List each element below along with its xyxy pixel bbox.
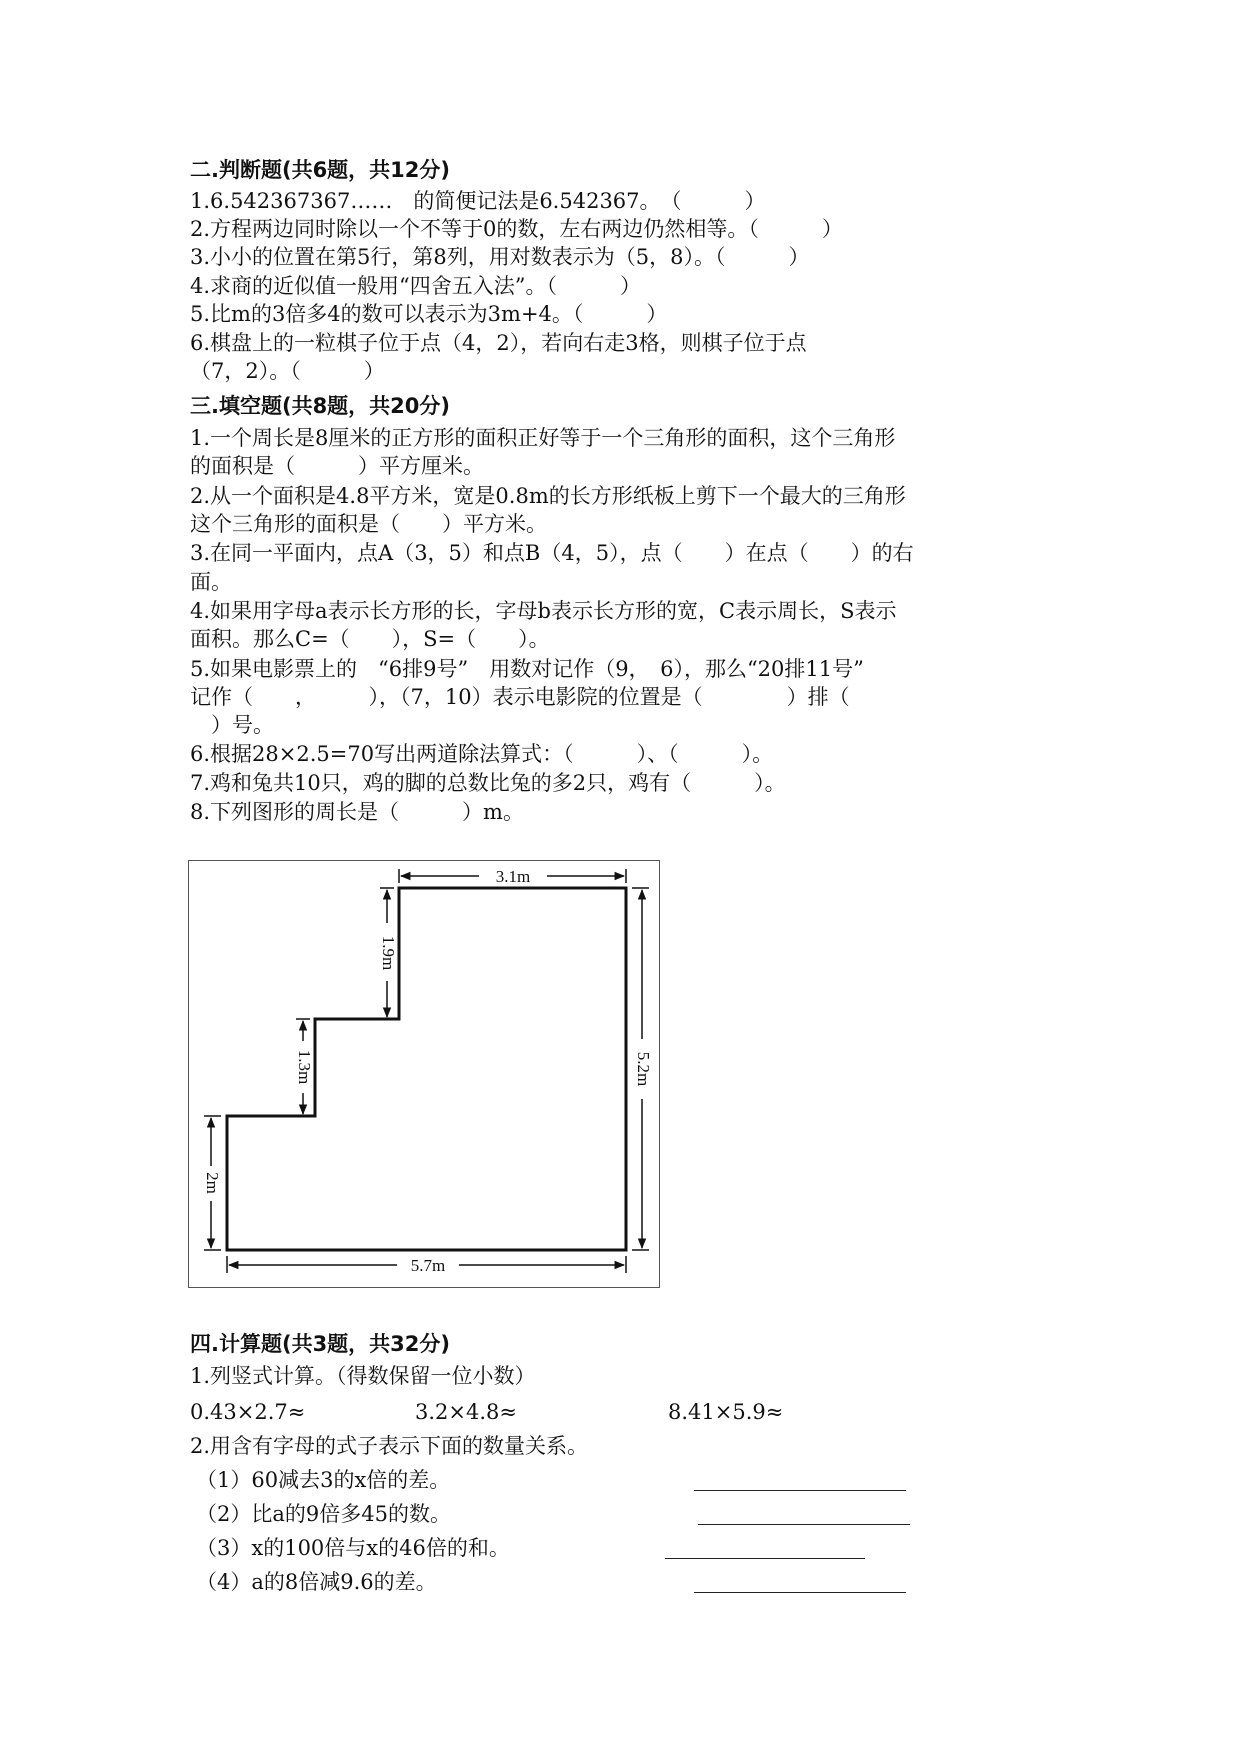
- dim-label-lower-step: 1.3m: [295, 1049, 315, 1085]
- calc-question-1: 1.列竖式计算。（得数保留一位小数）: [190, 1364, 536, 1388]
- judgement-question-6-cont: （7，2）。（ ）: [190, 359, 385, 383]
- judgement-question-4: 4.求商的近似值一般用“四舍五入法”。（ ）: [190, 274, 642, 298]
- dim-label-left: 2m: [203, 1172, 223, 1194]
- answer-line-4[interactable]: [694, 1592, 906, 1593]
- fill-question-1: 1.一个周长是8厘米的正方形的面积正好等于一个三角形的面积，这个三角形: [190, 426, 896, 450]
- fill-question-3-cont: 面。: [190, 570, 232, 594]
- expression-item-2: （2）比a的9倍多45的数。: [196, 1502, 451, 1526]
- calc-expression-1: 0.43×2.7≈: [190, 1400, 306, 1424]
- fill-question-2-cont: 这个三角形的面积是（ ）平方米。: [190, 512, 547, 536]
- perimeter-figure-svg: [189, 861, 661, 1289]
- dim-label-upper-step: 1.9m: [379, 935, 399, 971]
- expression-item-1: （1）60减去3的x倍的差。: [196, 1468, 451, 1492]
- fill-question-4-cont: 面积。那么C=（ ），S=（ ）。: [190, 627, 550, 651]
- fill-question-5-cont2: ）号。: [190, 713, 274, 737]
- section-title-calculation: 四.计算题(共3题，共32分): [190, 1332, 451, 1356]
- fill-question-2: 2.从一个面积是4.8平方米，宽是0.8m的长方形纸板上剪下一个最大的三角形: [190, 484, 906, 508]
- dim-label-top: 3.1m: [495, 867, 531, 886]
- expression-item-4: （4）a的8倍减9.6的差。: [196, 1570, 437, 1594]
- fill-question-3: 3.在同一平面内，点A（3，5）和点B（4，5），点（ ）在点（ ）的右: [190, 541, 914, 565]
- dim-label-right: 5.2m: [634, 1051, 654, 1087]
- perimeter-figure: [188, 860, 660, 1288]
- calc-expression-3: 8.41×5.9≈: [668, 1400, 784, 1424]
- section-title-fill-in: 三.填空题(共8题，共20分): [190, 394, 451, 418]
- fill-question-7: 7.鸡和兔共10只，鸡的脚的总数比兔的多2只，鸡有（ ）。: [190, 771, 786, 795]
- answer-line-3[interactable]: [665, 1558, 865, 1559]
- calc-question-2: 2.用含有字母的式子表示下面的数量关系。: [190, 1434, 589, 1458]
- calc-expression-2: 3.2×4.8≈: [415, 1400, 517, 1424]
- fill-question-5: 5.如果电影票上的 “6排9号” 用数对记作（9， 6），那么“20排11号”: [190, 657, 864, 681]
- fill-question-5-cont: 记作（ ， ），（7，10）表示电影院的位置是（ ）排（: [190, 685, 850, 709]
- answer-line-1[interactable]: [694, 1490, 906, 1491]
- fill-question-8: 8.下列图形的周长是（ ）m。: [190, 800, 524, 824]
- fill-question-6: 6.根据28×2.5=70写出两道除法算式：（ ）、（ ）。: [190, 742, 774, 766]
- answer-line-2[interactable]: [698, 1524, 910, 1525]
- judgement-question-2: 2.方程两边同时除以一个不等于0的数，左右两边仍然相等。（ ）: [190, 217, 843, 241]
- section-title-judgement: 二.判断题(共6题，共12分): [190, 158, 451, 182]
- fill-question-1-cont: 的面积是（ ）平方厘米。: [190, 454, 484, 478]
- judgement-question-6: 6.棋盘上的一粒棋子位于点（4，2），若向右走3格，则棋子位于点: [190, 331, 807, 355]
- judgement-question-1: 1.6.542367367…… 的简便记法是6.542367。 （ ）: [190, 189, 766, 213]
- dim-label-bottom: 5.7m: [410, 1256, 446, 1275]
- fill-question-4: 4.如果用字母a表示长方形的长，字母b表示长方形的宽，C表示周长，S表示: [190, 599, 897, 623]
- expression-item-3: （3）x的100倍与x的46倍的和。: [196, 1536, 510, 1560]
- judgement-question-3: 3.小小的位置在第5行，第8列，用对数表示为（5，8）。（ ）: [190, 245, 810, 269]
- judgement-question-5: 5.比m的3倍多4的数可以表示为3m+4。（ ）: [190, 302, 668, 326]
- staircase-shape-outline: [227, 888, 626, 1250]
